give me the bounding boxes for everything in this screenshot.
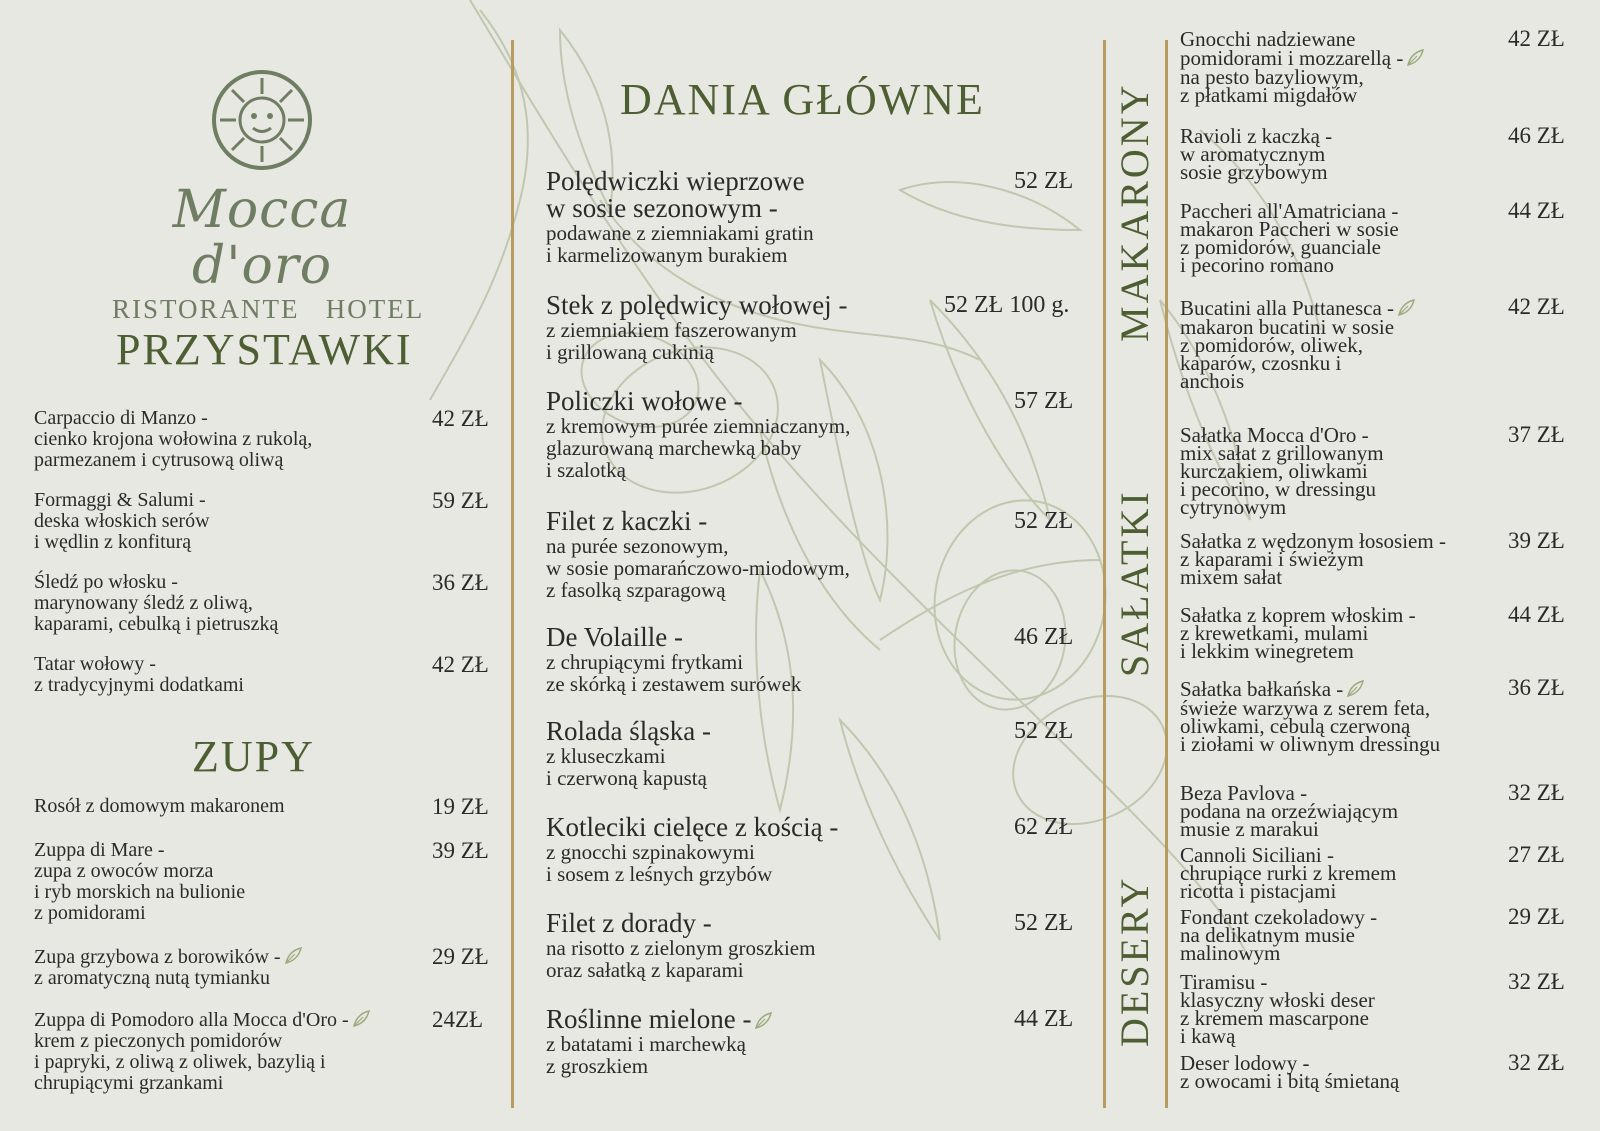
leaf-icon	[351, 1009, 371, 1029]
item-description: z owocami i bitą śmietaną	[1180, 1069, 1400, 1093]
section-heading-zupy: ZUPY	[192, 732, 315, 781]
item-name-line2: w sosie sezonowym -	[546, 193, 778, 223]
item-description: podana na orzeźwiającym	[1180, 799, 1399, 823]
item-description: podawane z ziemniakami gratin	[546, 221, 814, 245]
item-description: z kaparami i świeżym	[1180, 547, 1364, 571]
item-name: Sałatka bałkańska -	[1180, 677, 1344, 701]
item-name: De Volaille -	[546, 622, 683, 652]
item-price: 39 ZŁ	[432, 838, 489, 863]
item-name: Beza Pavlova -	[1180, 781, 1308, 805]
item-description: i papryki, z oliwą z oliwek, bazylią i	[34, 1051, 326, 1073]
zupy-item	[34, 794, 489, 819]
item-description: klasyczny włoski deser	[1180, 988, 1375, 1012]
sun-face-icon	[210, 68, 314, 172]
item-price: 42 ZŁ	[432, 652, 489, 677]
dania-item	[546, 508, 1086, 601]
item-description: kurczakiem, oliwkami	[1180, 459, 1368, 483]
item-price: 46 ZŁ	[1014, 624, 1074, 650]
item-description: musie z marakui	[1180, 817, 1319, 841]
item-price: 19 ZŁ	[432, 794, 489, 819]
item-price: 59 ZŁ	[432, 488, 489, 513]
makarony-item	[1180, 198, 1590, 277]
item-description: chrupiącymi grzankami	[34, 1072, 224, 1094]
brand-name: Mocca d'oro	[172, 180, 352, 296]
item-price: 44 ZŁ	[1508, 602, 1565, 627]
leaf-icon	[1396, 298, 1416, 318]
item-description: z chrupiącymi frytkami	[546, 650, 744, 674]
item-description: na pesto bazyliowym,	[1180, 65, 1364, 89]
dania-item	[546, 718, 1086, 789]
item-description: anchois	[1180, 369, 1245, 393]
item-description: z kremowym purée ziemniaczanym,	[546, 414, 851, 438]
item-name: Rolada śląska -	[546, 716, 711, 746]
item-name: Sałatka z wędzonym łososiem -	[1180, 529, 1446, 553]
zupy-item	[34, 838, 489, 924]
zupy-item	[34, 1007, 484, 1094]
item-price: 42 ZŁ	[432, 406, 489, 431]
item-description: z aromatyczną nutą tymianku	[34, 967, 271, 989]
section-heading-makarony: MAKARONY	[1112, 82, 1157, 342]
item-description: cytrynowym	[1180, 495, 1287, 519]
item-description: z gnocchi szpinakowymi	[546, 840, 755, 864]
item-description: i sosem z leśnych grzybów	[546, 862, 773, 886]
desery-item	[1180, 780, 1590, 841]
item-description: i szalotką	[546, 458, 626, 482]
item-price: 32 ZŁ	[1508, 969, 1565, 994]
item-description: na delikatnym musie	[1180, 923, 1355, 947]
column-divider-right	[1165, 40, 1168, 1108]
item-description: oraz sałatką z kaparami	[546, 958, 744, 982]
item-description: z pomidorów, oliwek,	[1180, 333, 1363, 357]
dania-item	[546, 624, 1086, 695]
item-description: z fasolką szparagową	[546, 578, 726, 602]
item-name: Zuppa di Mare -	[34, 839, 165, 861]
item-name: Sałatka Mocca d'Oro -	[1180, 423, 1369, 447]
section-heading-desery: DESERY	[1112, 875, 1157, 1047]
item-description: chrupiące rurki z kremem	[1180, 861, 1397, 885]
dania-item	[546, 1006, 1086, 1077]
item-description: z pomidorów, guanciale	[1180, 235, 1381, 259]
przystawki-item	[34, 652, 489, 696]
item-description: świeże warzywa z serem feta,	[1180, 696, 1431, 720]
item-price: 37 ZŁ	[1508, 422, 1565, 447]
item-price: 46 ZŁ	[1508, 123, 1565, 148]
item-price: 44 ZŁ	[1014, 1006, 1074, 1032]
item-description: marynowany śledź z oliwą,	[34, 592, 253, 614]
dania-item	[546, 814, 1086, 885]
item-description: z groszkiem	[546, 1054, 649, 1078]
leaf-icon	[753, 1011, 773, 1031]
item-price: 52 ZŁ	[1014, 168, 1074, 194]
item-description: sosie grzybowym	[1180, 160, 1328, 184]
item-description: i ziołami w oliwnym dressingu	[1180, 732, 1441, 756]
item-name: Fondant czekoladowy -	[1180, 905, 1378, 929]
item-description: z krewetkami, mulami	[1180, 621, 1369, 645]
salatki-item	[1180, 528, 1590, 589]
item-name: Zupa grzybowa z borowików -	[34, 946, 281, 968]
item-description: cienko krojona wołowina z rukolą,	[34, 428, 313, 450]
item-price: 29 ZŁ	[1508, 904, 1565, 929]
item-name: Zuppa di Pomodoro alla Mocca d'Oro -	[34, 1009, 349, 1031]
item-description: z kremem mascarpone	[1180, 1006, 1369, 1030]
item-description: kaparów, czosnku i	[1180, 351, 1342, 375]
item-price: 32 ZŁ	[1508, 780, 1565, 805]
item-description: i czerwoną kapustą	[546, 766, 707, 790]
salatki-item	[1180, 602, 1590, 663]
item-price: 57 ZŁ	[1014, 388, 1074, 414]
item-name: Polędwiczki wieprzowe	[546, 166, 805, 196]
dania-item	[546, 292, 1086, 363]
item-name: Cannoli Siciliani -	[1180, 843, 1334, 867]
item-description: ricotta i pistacjami	[1180, 879, 1337, 903]
item-price: 39 ZŁ	[1508, 528, 1565, 553]
brand-subtitle: RISTORANTE HOTEL	[112, 294, 425, 324]
item-name: Bucatini alla Puttanesca -	[1180, 296, 1395, 320]
item-description: malinowym	[1180, 941, 1281, 965]
item-description: mixem sałat	[1180, 565, 1283, 589]
item-price: 29 ZŁ	[432, 944, 489, 969]
restaurant-logo	[112, 68, 425, 324]
leaf-icon	[1405, 48, 1425, 68]
item-name: Tiramisu -	[1180, 970, 1268, 994]
item-name: Kotleciki cielęce z kością -	[546, 812, 839, 842]
item-price: 52 ZŁ	[1014, 508, 1074, 534]
item-price: 44 ZŁ	[1508, 198, 1565, 223]
item-description: i pecorino, w dressingu	[1180, 477, 1376, 501]
dania-item	[546, 168, 1086, 266]
item-description: krem z pieczonych pomidorów	[34, 1030, 283, 1052]
item-price: 42 ZŁ	[1508, 26, 1565, 51]
item-description: i pecorino romano	[1180, 253, 1334, 277]
przystawki-item	[34, 488, 489, 553]
item-name: Śledź po włosku -	[34, 571, 178, 593]
desery-item	[1180, 969, 1590, 1048]
item-name: Formaggi & Salumi -	[34, 489, 206, 511]
item-description: pomidorami i mozzarellą -	[1180, 48, 1590, 68]
item-description: i ryb morskich na bulionie	[34, 881, 246, 903]
item-name: Policzki wołowe -	[546, 386, 743, 416]
item-price: 24ZŁ	[432, 1007, 484, 1032]
item-name: Stek z polędwicy wołowej -	[546, 290, 848, 320]
item-description: kaparami, cebulką i pietruszką	[34, 613, 279, 635]
salatki-item	[1180, 422, 1590, 519]
item-name: Tatar wołowy -	[34, 653, 156, 675]
item-description: ze skórką i zestawem surówek	[546, 672, 802, 696]
item-description: w sosie pomarańczowo-miodowym,	[546, 556, 850, 580]
item-price: 42 ZŁ	[1508, 294, 1565, 319]
item-name: Carpaccio di Manzo -	[34, 407, 208, 429]
item-price: 52 ZŁ	[1014, 718, 1074, 744]
item-price: 62 ZŁ	[1014, 814, 1074, 840]
item-description: z płatkami migdałów	[1180, 83, 1358, 107]
item-description: oliwkami, cebulą czerwoną	[1180, 714, 1411, 738]
item-name: Deser lodowy -	[1180, 1051, 1310, 1075]
item-name: Filet z dorady -	[546, 908, 712, 938]
item-description: i kawą	[1180, 1024, 1236, 1048]
makarony-item	[1180, 26, 1590, 107]
item-description: mix sałat z grillowanym	[1180, 441, 1384, 465]
item-description: glazurowaną marchewką baby	[546, 436, 802, 460]
item-description: zupa z owoców morza	[34, 860, 214, 882]
item-name: Rosół z domowym makaronem	[34, 795, 285, 817]
item-name: Filet z kaczki -	[546, 506, 708, 536]
desery-item	[1180, 1050, 1590, 1093]
item-name: Sałatka z koprem włoskim -	[1180, 603, 1416, 627]
makarony-item	[1180, 123, 1590, 184]
przystawki-item	[34, 406, 489, 471]
column-divider-left	[511, 40, 514, 1108]
salatki-item	[1180, 675, 1590, 756]
item-price: 36 ZŁ	[432, 570, 489, 595]
desery-item	[1180, 842, 1590, 903]
item-description: deska włoskich serów	[34, 510, 210, 532]
section-heading-przystawki: PRZYSTAWKI	[116, 325, 413, 374]
dania-item	[546, 910, 1086, 981]
item-description: parmezanem i cytrusową oliwą	[34, 449, 284, 471]
item-description: i grillowaną cukinią	[546, 340, 714, 364]
item-description: makaron bucatini w sosie	[1180, 315, 1395, 339]
column-divider-middle	[1103, 40, 1106, 1108]
item-name: Paccheri all'Amatriciana -	[1180, 199, 1399, 223]
section-heading-salatki: SAŁATKI	[1112, 489, 1157, 677]
item-price: 36 ZŁ	[1508, 675, 1565, 700]
item-description: na purée sezonowym,	[546, 534, 729, 558]
dania-item	[546, 388, 1086, 481]
item-description: z batatami i marchewką	[546, 1032, 746, 1056]
item-description: z ziemniakiem faszerowanym	[546, 318, 797, 342]
item-description: i karmelizowanym burakiem	[546, 243, 788, 267]
item-description: z kluseczkami	[546, 744, 666, 768]
item-price: 27 ZŁ	[1508, 842, 1565, 867]
item-description: z pomidorami	[34, 902, 146, 924]
item-name: Roślinne mielone -	[546, 1004, 752, 1034]
przystawki-item	[34, 570, 489, 635]
item-name: Ravioli z kaczką -	[1180, 124, 1333, 148]
item-price: 52 ZŁ 100 g.	[944, 292, 1070, 318]
section-heading-dania: DANIA GŁÓWNE	[620, 75, 985, 124]
makarony-item	[1180, 294, 1590, 393]
item-description: z tradycyjnymi dodatkami	[34, 674, 244, 696]
desery-item	[1180, 904, 1590, 965]
zupy-item	[34, 944, 489, 989]
item-price: 32 ZŁ	[1508, 1050, 1565, 1075]
item-description: makaron Paccheri w sosie	[1180, 217, 1399, 241]
leaf-icon	[283, 946, 303, 966]
item-description: i wędlin z konfiturą	[34, 531, 192, 553]
item-description: i lekkim winegretem	[1180, 639, 1354, 663]
item-description: w aromatycznym	[1180, 142, 1326, 166]
item-price: 52 ZŁ	[1014, 910, 1074, 936]
item-name: Gnocchi nadziewane	[1180, 27, 1356, 51]
item-description: na risotto z zielonym groszkiem	[546, 936, 816, 960]
